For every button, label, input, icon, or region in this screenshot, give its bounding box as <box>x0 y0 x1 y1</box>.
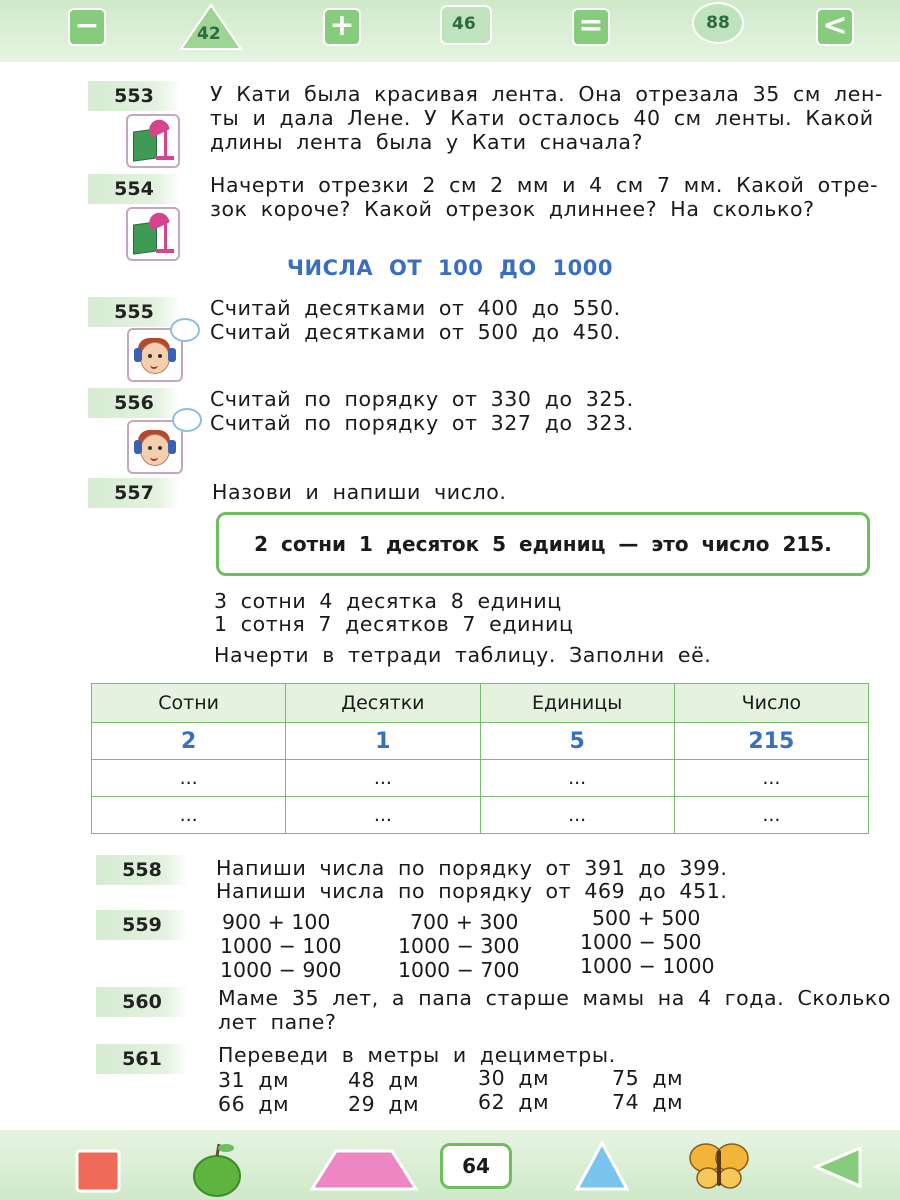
book-lamp-icon <box>126 114 180 168</box>
conv-1-2: 66 дм <box>218 1092 290 1116</box>
problem-554-line-2: зок короче? Какой отрезок длиннее? На сколько? <box>210 197 815 221</box>
expr-2-1: 700 + 300 <box>410 910 519 934</box>
butterfly-icon <box>688 1138 750 1194</box>
table-row <box>92 723 869 760</box>
child-headphones-icon <box>127 420 183 474</box>
speech-bubble-icon <box>170 318 200 342</box>
pink-trapezoid-icon <box>308 1148 420 1192</box>
top-decor-band <box>0 0 900 62</box>
conv-1-1: 31 дм <box>218 1068 290 1092</box>
problem-553-line-3: длины лента была у Кати сначала? <box>210 130 644 154</box>
expr-3-1: 500 + 500 <box>592 906 701 930</box>
conv-3-2: 62 дм <box>478 1090 550 1114</box>
problem-556-line-1: Считай по порядку от 330 до 325. <box>210 387 634 411</box>
table-cell: ... <box>92 797 286 834</box>
apple-icon <box>190 1140 244 1198</box>
problem-557-task: Начерти в тетради таблицу. Заполни её. <box>214 643 712 667</box>
table-row <box>92 760 869 797</box>
conv-3-1: 30 дм <box>478 1066 550 1090</box>
problem-number-561: 561 <box>96 1044 188 1074</box>
table-row <box>92 797 869 834</box>
problem-560-line-2: лет папе? <box>218 1010 337 1034</box>
problem-555-line-1: Считай десятками от 400 до 550. <box>210 296 621 320</box>
problem-553-line-2: ты и дала Лене. У Кати осталось 40 см ленты. Какой <box>210 106 874 130</box>
problem-number-559: 559 <box>96 910 188 940</box>
expr-1-2: 1000 − 100 <box>220 934 342 958</box>
less-than-sign-icon: < <box>816 8 854 46</box>
table-cell: ... <box>674 797 868 834</box>
header-number-46: 46 <box>452 14 476 34</box>
plus-sign-icon: + <box>323 8 361 46</box>
expr-1-3: 1000 − 900 <box>220 958 342 982</box>
table-header-row <box>92 684 869 723</box>
table-cell: ... <box>92 760 286 797</box>
problem-number-557: 557 <box>88 478 180 508</box>
expr-1-1: 900 + 100 <box>222 910 331 934</box>
problem-554-line-1: Начерти отрезки 2 см 2 мм и 4 см 7 мм. Какой отре- <box>210 173 879 197</box>
expr-2-2: 1000 − 300 <box>398 934 520 958</box>
table-cell: ... <box>286 797 480 834</box>
example-rule-box: 2 сотни 1 десяток 5 единиц — это число 215. <box>216 512 870 576</box>
place-value-table <box>91 683 869 834</box>
conv-2-2: 29 дм <box>348 1092 420 1116</box>
table-cell: ... <box>480 797 674 834</box>
problem-561-intro: Переведи в метры и дециметры. <box>218 1043 616 1067</box>
problem-555-line-2: Считай десятками от 500 до 450. <box>210 320 621 344</box>
equals-sign-icon: = <box>572 8 610 46</box>
problem-557-intro: Назови и напиши число. <box>212 480 507 504</box>
problem-553-line-1: У Кати была красивая лента. Она отрезала 35 см лен- <box>210 82 883 106</box>
table-header-cell: Сотни <box>92 684 286 723</box>
table-header-cell: Единицы <box>480 684 674 723</box>
problem-number-555: 555 <box>88 297 180 327</box>
table-header-cell: Десятки <box>286 684 480 723</box>
problem-556-line-2: Считай по порядку от 327 до 323. <box>210 411 634 435</box>
page-number: 64 <box>440 1143 512 1189</box>
table-cell: 2 <box>92 723 286 760</box>
table-cell: ... <box>286 760 480 797</box>
book-lamp-icon <box>126 207 180 261</box>
conv-4-1: 75 дм <box>612 1066 684 1090</box>
problem-558-line-2: Напиши числа по порядку от 469 до 451. <box>216 879 728 903</box>
problem-number-554: 554 <box>88 174 180 204</box>
green-arrow-triangle-icon <box>812 1144 864 1190</box>
header-number-42: 42 <box>197 24 221 44</box>
minus-sign-icon: − <box>68 8 106 46</box>
conv-4-2: 74 дм <box>612 1090 684 1114</box>
blue-triangle-icon <box>574 1140 630 1192</box>
table-cell: 215 <box>674 723 868 760</box>
problem-number-558: 558 <box>96 855 188 885</box>
table-header-cell: Число <box>674 684 868 723</box>
conv-2-1: 48 дм <box>348 1068 420 1092</box>
problem-557-item-1: 3 сотни 4 десятка 8 единиц <box>214 589 562 613</box>
speech-bubble-icon <box>172 408 202 432</box>
red-square-icon <box>74 1148 122 1194</box>
problem-557-item-2: 1 сотня 7 десятков 7 единиц <box>214 612 574 636</box>
table-cell: 1 <box>286 723 480 760</box>
header-number-88: 88 <box>692 2 744 44</box>
problem-number-556: 556 <box>88 388 180 418</box>
problem-number-560: 560 <box>96 987 188 1017</box>
problem-558-line-1: Напиши числа по порядку от 391 до 399. <box>216 856 728 880</box>
expr-2-3: 1000 − 700 <box>398 958 520 982</box>
table-cell: 5 <box>480 723 674 760</box>
expr-3-2: 1000 − 500 <box>580 930 702 954</box>
problem-560-line-1: Маме 35 лет, а папа старше мамы на 4 года. Сколько <box>218 986 891 1010</box>
expr-3-3: 1000 − 1000 <box>580 954 715 978</box>
table-cell: ... <box>480 760 674 797</box>
table-cell: ... <box>674 760 868 797</box>
problem-number-553: 553 <box>88 81 180 111</box>
section-heading: ЧИСЛА ОТ 100 ДО 1000 <box>287 256 613 280</box>
